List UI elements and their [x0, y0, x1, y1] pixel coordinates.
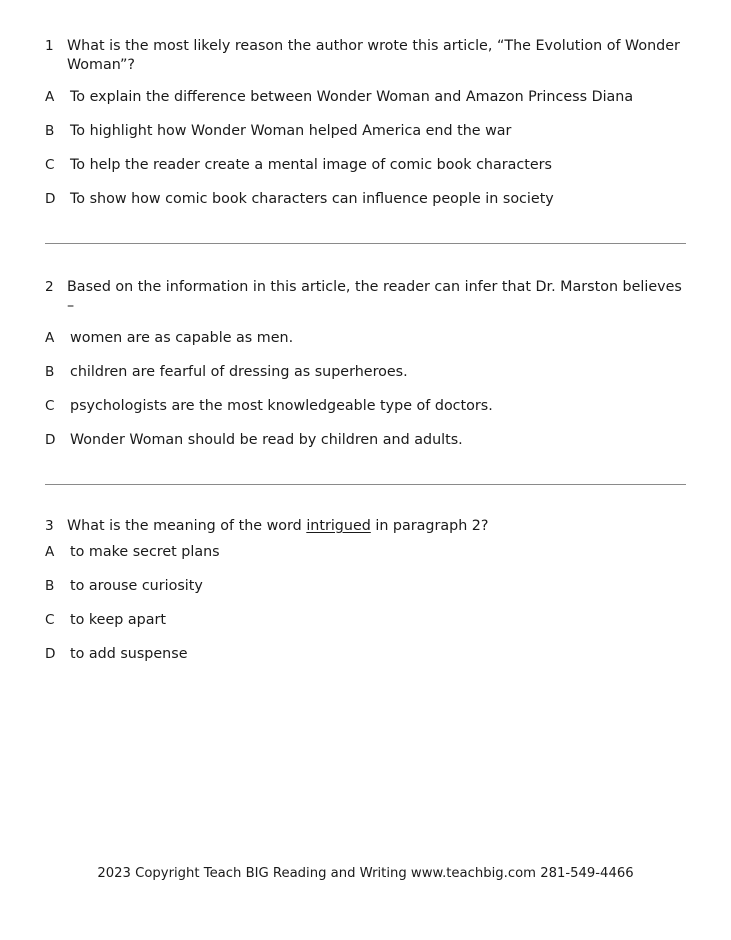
question-1-choice-b-letter: B [45, 123, 55, 139]
question-3-choice-d-text: to add suspense [70, 646, 188, 662]
question-2-number: 2 [45, 279, 54, 295]
question-2-choice-d-letter: D [45, 432, 56, 448]
question-3-choice-b-letter: B [45, 578, 55, 594]
question-1-choice-d[interactable] [45, 190, 686, 209]
question-2-choice-d[interactable] [45, 431, 686, 450]
question-3-vocabulary-word: intrigued [306, 518, 371, 534]
question-3-choice-d-letter: D [45, 646, 56, 662]
question-2-choice-c[interactable] [45, 397, 686, 416]
question-3-choice-c-text: to keep apart [70, 612, 166, 628]
question-2-choice-b-text: children are fearful of dressing as superheroes. [70, 364, 408, 380]
question-1-choice-b-text: To highlight how Wonder Woman helped America end the war [70, 123, 512, 139]
question-3-choice-b-text: to arouse curiosity [70, 578, 203, 594]
question-3-choice-a-text: to make secret plans [70, 544, 220, 560]
question-3-choice-c[interactable] [45, 611, 686, 630]
question-3-choice-d[interactable] [45, 645, 686, 664]
question-3-choice-c-letter: C [45, 612, 55, 628]
question-1-choice-d-letter: D [45, 191, 56, 207]
page-footer: 2023 Copyright Teach BIG Reading and Writing www.teachbig.com 281-549-4466 [97, 866, 634, 881]
question-3-stem [45, 517, 686, 536]
question-3-choices [45, 543, 686, 664]
question-1-text: What is the most likely reason the author wrote this article, “The Evolution of Wonder Woman”? [67, 38, 680, 73]
question-1-choice-c-text: To help the reader create a mental image of comic book characters [70, 157, 552, 173]
question-3-choice-b[interactable] [45, 577, 686, 596]
question-1-number: 1 [45, 38, 54, 54]
question-1 [45, 37, 686, 209]
question-2-stem [45, 278, 686, 316]
question-1-choice-a-letter: A [45, 89, 55, 105]
question-1-choice-a[interactable] [45, 88, 686, 107]
question-2-choice-b[interactable] [45, 363, 686, 382]
question-2 [45, 278, 686, 450]
question-3-choice-a-letter: A [45, 544, 55, 560]
question-1-choice-a-text: To explain the difference between Wonder Woman and Amazon Princess Diana [70, 89, 634, 105]
question-1-choice-c[interactable] [45, 156, 686, 175]
question-2-choice-b-letter: B [45, 364, 55, 380]
question-2-choice-a-text: women are as capable as men. [70, 330, 294, 346]
question-3-choice-a[interactable] [45, 543, 686, 562]
question-2-choices [45, 329, 686, 450]
question-2-choice-d-text: Wonder Woman should be read by children and adults. [70, 432, 463, 448]
question-3-text-before: What is the meaning of the word [67, 518, 307, 534]
question-3-text-after: in paragraph 2? [370, 518, 489, 534]
question-2-choice-a-letter: A [45, 330, 55, 346]
divider-after-question-2 [45, 484, 686, 485]
divider-after-question-1 [45, 243, 686, 244]
question-2-text: Based on the information in this article, the reader can infer that Dr. Marston believes – [67, 279, 682, 314]
question-2-choice-c-text: psychologists are the most knowledgeable type of doctors. [70, 398, 493, 414]
question-1-choice-b[interactable] [45, 122, 686, 141]
question-3 [45, 517, 686, 664]
question-2-choice-c-letter: C [45, 398, 55, 414]
question-3-text [67, 517, 686, 536]
question-2-choice-a[interactable] [45, 329, 686, 348]
question-1-choice-c-letter: C [45, 157, 55, 173]
question-1-choices [45, 88, 686, 209]
question-3-number: 3 [45, 518, 54, 534]
question-1-stem [45, 37, 686, 75]
question-1-choice-d-text: To show how comic book characters can influence people in society [70, 191, 554, 207]
